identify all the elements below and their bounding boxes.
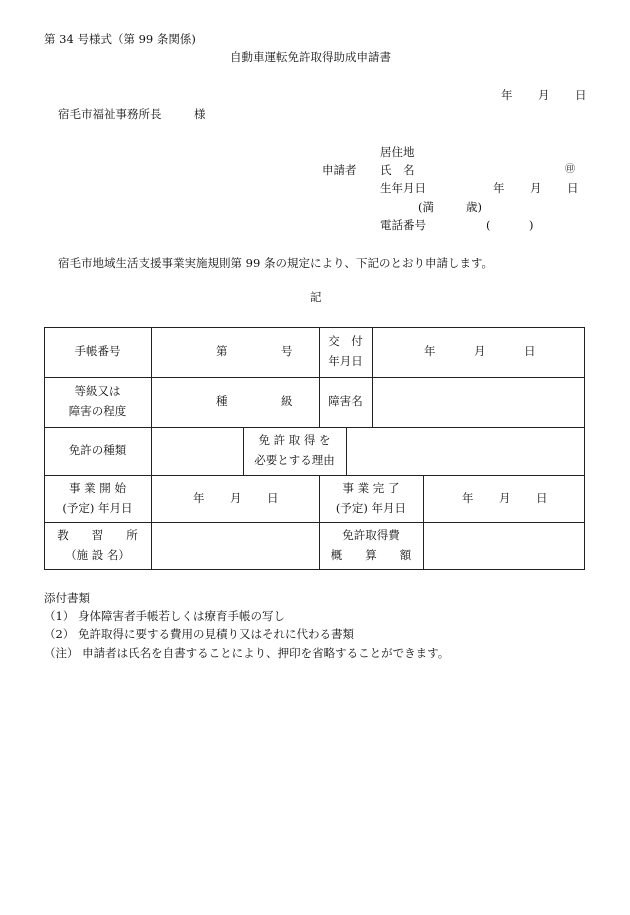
disability-name-label: 障害名	[328, 394, 363, 409]
phone-paren-open: (	[486, 218, 491, 232]
date-year-label: 年	[501, 88, 513, 102]
address-label: 居住地	[380, 145, 415, 159]
driving-school-label: 教 習 所 （施 設 名）	[57, 528, 138, 562]
end-date-label: 事 業 完 了 (予定) 年月日	[335, 480, 407, 515]
attachments-heading: 添付書類	[44, 591, 90, 605]
attachment-item-1: （1） 身体障害者手帳若しくは療育手帳の写し	[44, 609, 285, 623]
start-day-label: 日	[267, 491, 279, 505]
birth-day-label: 日	[567, 181, 579, 195]
notebook-number-suffix: 号	[281, 344, 293, 358]
license-type-label: 免許の種類	[68, 443, 127, 458]
issue-month-label: 月	[474, 344, 486, 358]
attachment-note: （注） 申請者は氏名を自書することにより、押印を省略することができます。	[44, 646, 450, 660]
birth-year-label: 年	[493, 181, 505, 195]
birth-label: 生年月日	[380, 181, 426, 195]
applicant-label: 申請者	[322, 163, 357, 177]
age-close: 歳)	[466, 200, 482, 214]
phone-paren-close: )	[529, 218, 534, 232]
statement: 宿毛市地域生活支援事業実施規則第 99 条の規定により、下記のとおり申請します。	[58, 256, 494, 270]
grade-kind-label: 種	[216, 394, 228, 408]
addressee: 宿毛市福祉事務所長	[58, 107, 162, 121]
issue-date-label: 交 付 年月日	[328, 334, 363, 368]
license-reason-label: 免 許 取 得 を 必要とする理由	[254, 433, 335, 467]
name-label: 氏 名	[380, 163, 415, 177]
ki-label: 記	[310, 290, 322, 304]
start-year-label: 年	[193, 491, 205, 505]
date-day-label: 日	[575, 88, 587, 102]
seal-icon: ㊞	[565, 164, 575, 175]
end-year-label: 年	[462, 491, 474, 505]
notebook-number-prefix: 第	[216, 344, 228, 358]
issue-day-label: 日	[524, 344, 536, 358]
start-date-label: 事 業 開 始 (予定) 年月日	[62, 480, 133, 515]
form-title: 自動車運転免許取得助成申請書	[230, 50, 391, 64]
end-month-label: 月	[499, 491, 511, 505]
grade-label: 等級又は 障害の程度	[68, 384, 127, 418]
age-open: (満	[418, 200, 434, 214]
honorific: 様	[194, 107, 206, 121]
cost-estimate-label: 免許取得費 概 算 額	[330, 528, 412, 562]
date-month-label: 月	[538, 88, 550, 102]
notebook-number-label: 手帳番号	[74, 344, 121, 359]
start-month-label: 月	[230, 491, 242, 505]
grade-level-label: 級	[281, 394, 293, 408]
phone-label: 電話番号	[380, 218, 426, 232]
end-day-label: 日	[536, 491, 548, 505]
issue-year-label: 年	[424, 344, 436, 358]
birth-month-label: 月	[530, 181, 542, 195]
form-number: 第 34 号様式（第 99 条関係)	[44, 32, 196, 46]
attachment-item-2: （2） 免許取得に要する費用の見積り又はそれに代わる書類	[44, 627, 354, 641]
